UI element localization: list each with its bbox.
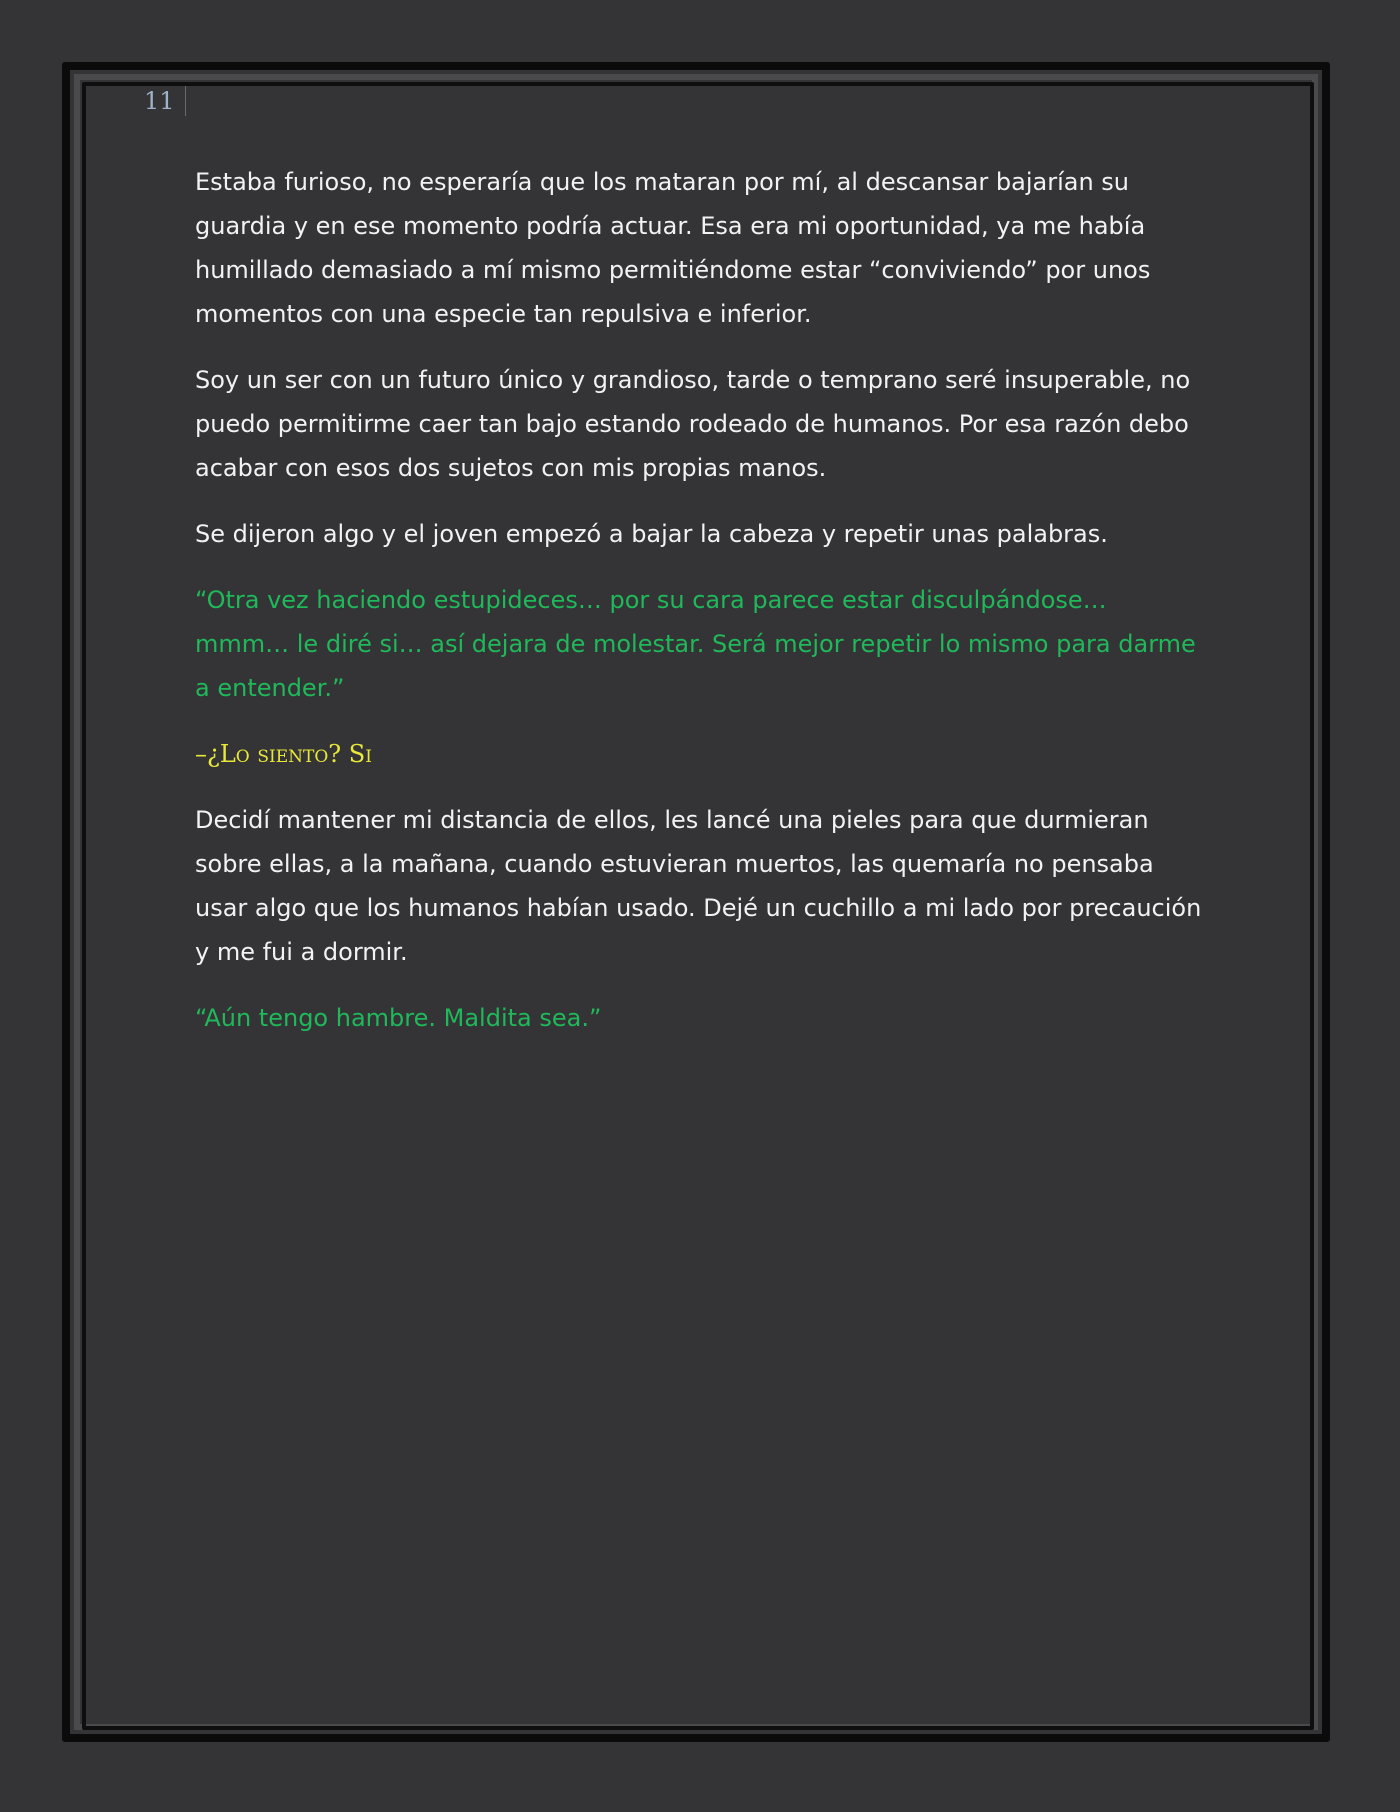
page-number: 11 [144, 86, 186, 116]
paragraph-narration: Se dijeron algo y el joven empezó a bajar la cabeza y repetir unas palabras. [195, 520, 1108, 548]
paragraph-thought: “Aún tengo hambre. Maldita sea.” [195, 1004, 602, 1032]
paragraph-speech: –¿Lo siento? Si [195, 740, 372, 768]
story-text [195, 160, 1205, 1062]
paragraph-narration: Soy un ser con un futuro único y grandioso, tarde o temprano seré insuperable, no puedo permitirme caer tan bajo estando rodeado de humanos. Por esa razón debo acabar con esos dos sujetos con mis propias manos. [195, 366, 1191, 482]
paragraph-narration: Decidí mantener mi distancia de ellos, les lancé una pieles para que durmieran sobre ellas, a la mañana, cuando estuvieran muertos, las quemaría no pensaba usar algo que los humanos habían usado. Dejé un cuchillo a mi lado por precaución y me fui a dormir. [195, 806, 1202, 966]
paragraph-narration: Estaba furioso, no esperaría que los mataran por mí, al descansar bajarían su guardia y en ese momento podría actuar. Esa era mi oportunidad, ya me había humillado demasiado a mí mismo permitiéndome estar “conviviendo” por unos momentos con una especie tan repulsiva e inferior. [195, 168, 1151, 328]
paragraph-thought: “Otra vez haciendo estupideces… por su cara parece estar disculpándose… mmm… le diré si… así dejara de molestar. Será mejor repetir lo mismo para darme a entender.” [195, 586, 1196, 702]
